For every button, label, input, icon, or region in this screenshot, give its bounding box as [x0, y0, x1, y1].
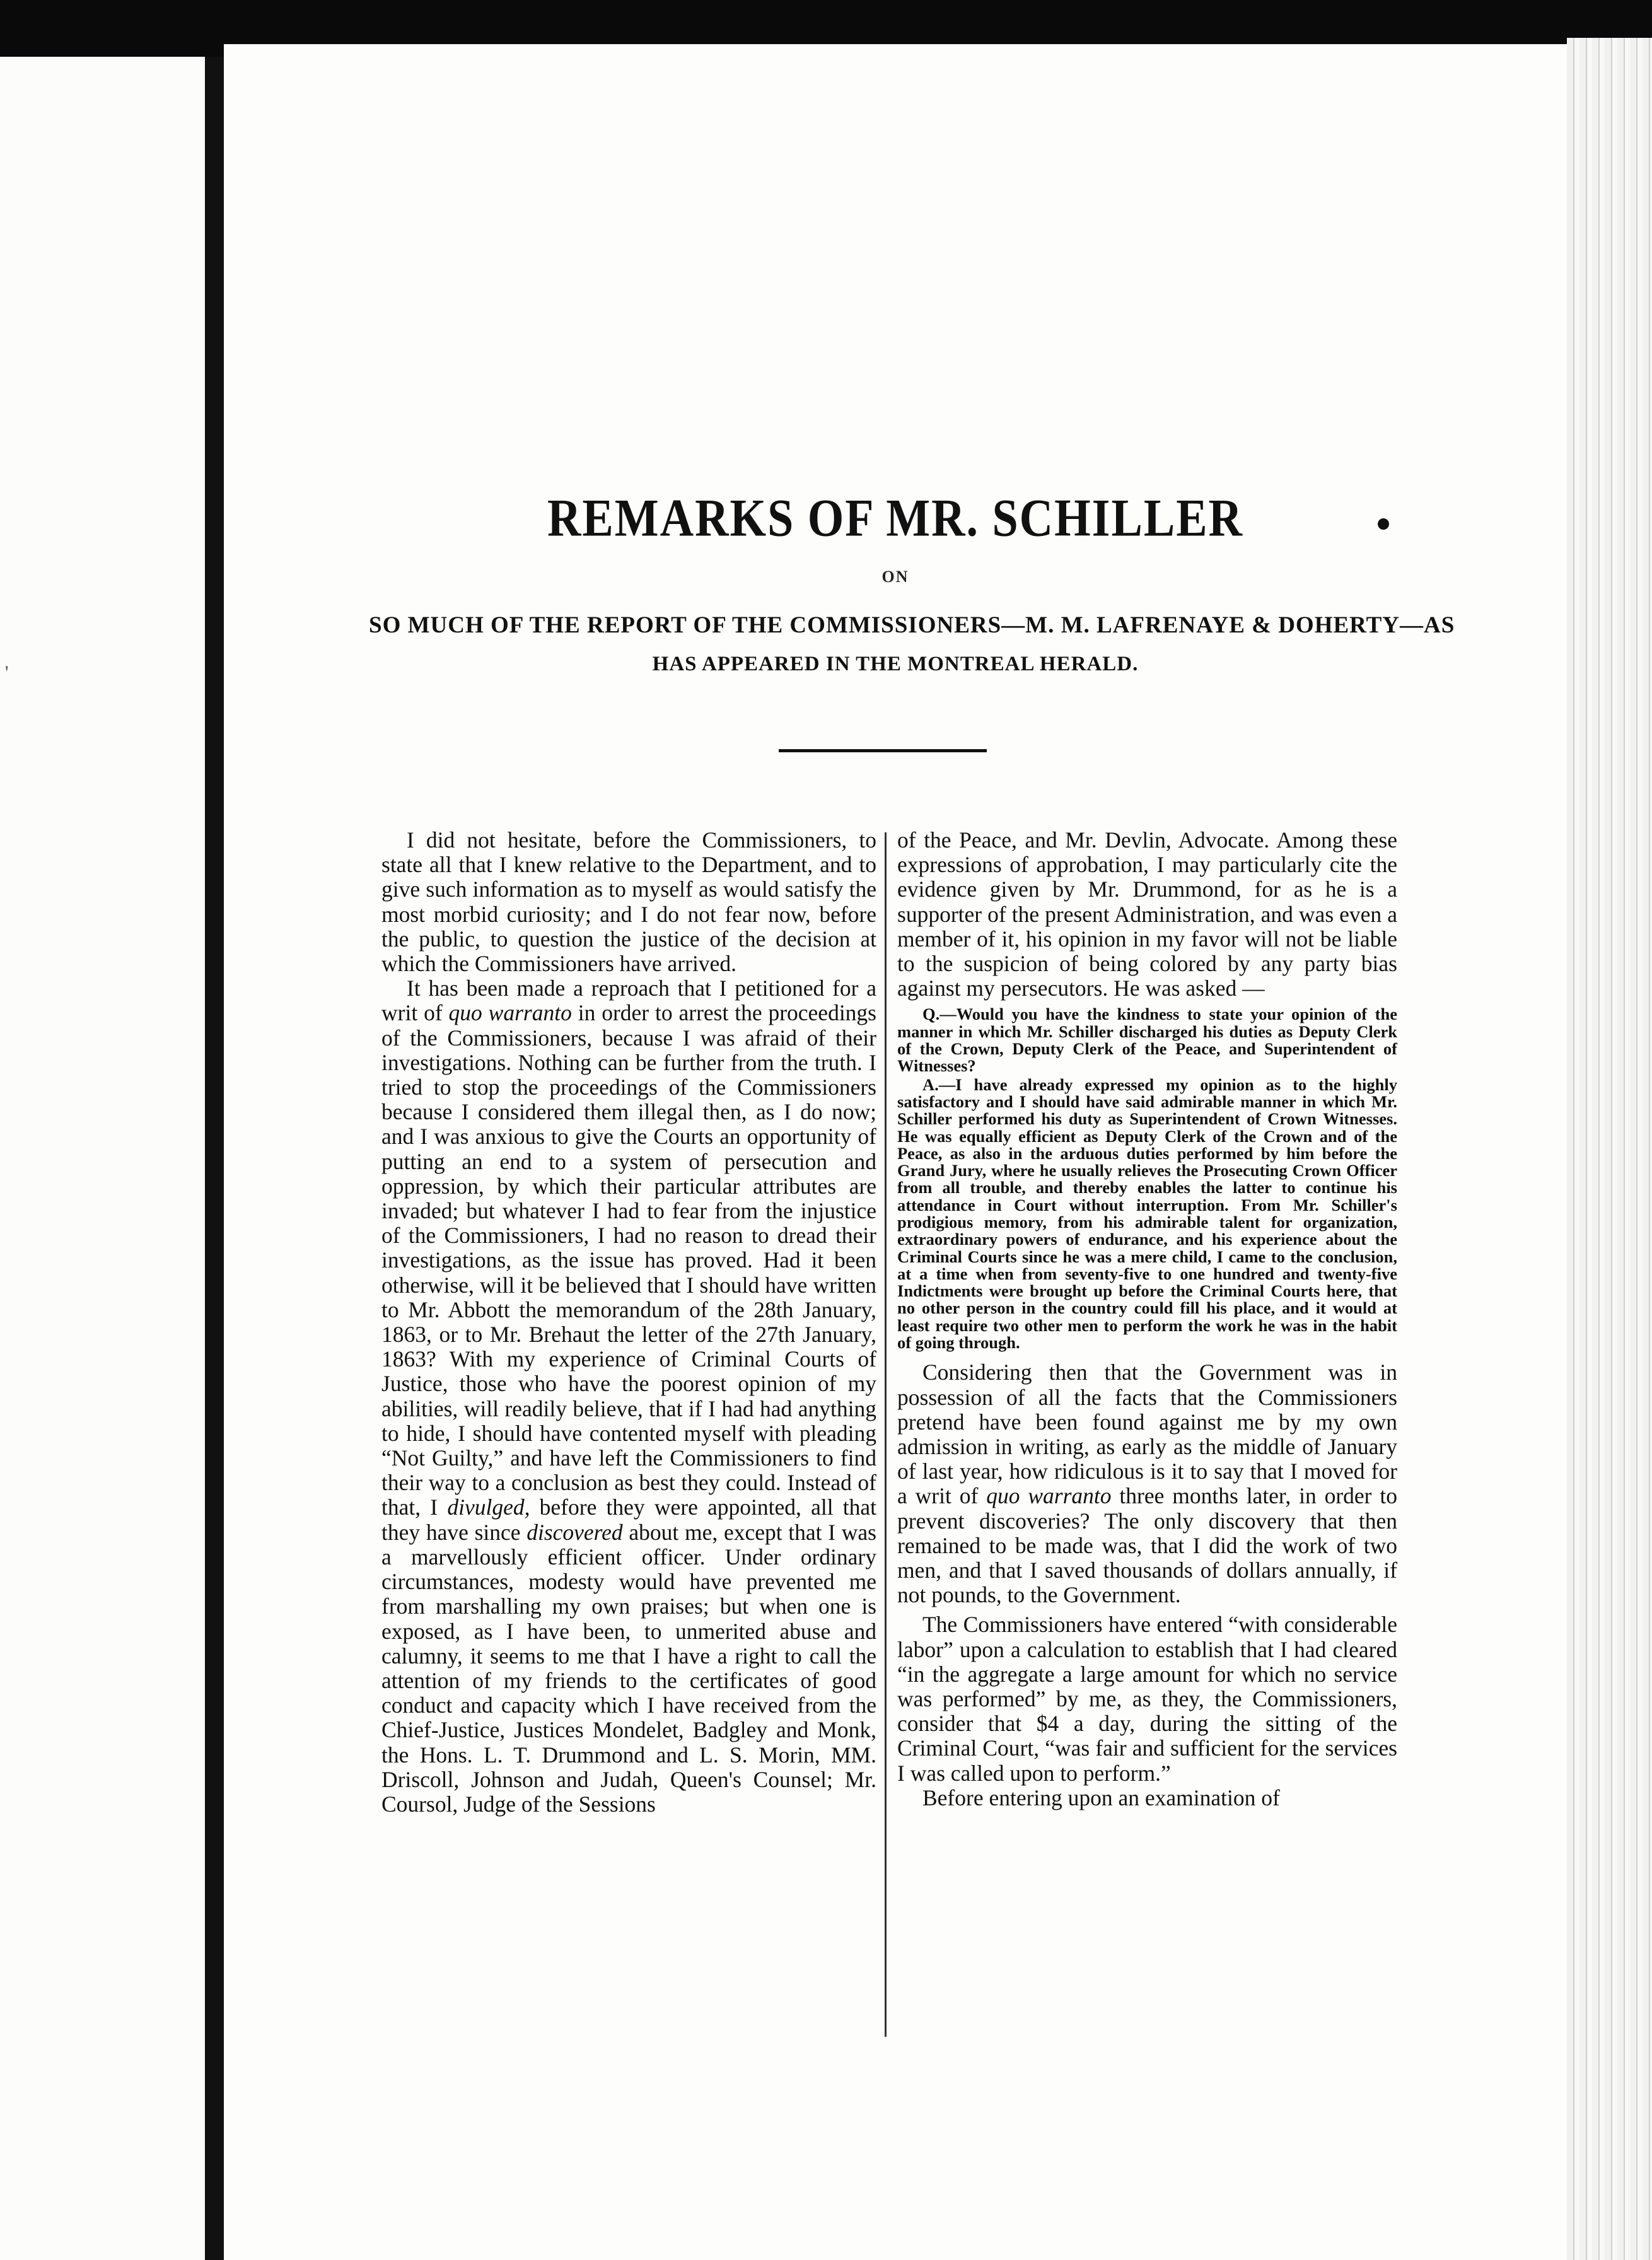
paragraph: Before entering upon an examination of: [922, 1785, 1280, 1810]
spacer: [897, 1351, 1397, 1360]
right-column: [897, 828, 1397, 2089]
column-divider: [885, 832, 887, 2037]
title-rule: [779, 749, 987, 752]
latin-term: quo warranto: [448, 1000, 572, 1026]
latin-term: quo warranto: [986, 1483, 1112, 1509]
page-edges: [1567, 38, 1652, 2260]
facing-page: [0, 57, 205, 2260]
emphasis: discovered: [526, 1519, 623, 1545]
page-title: REMARKS OF MR. SCHILLER: [547, 488, 1243, 549]
paragraph: of the Peace, and Mr. Devlin, Advocate. Among these expressions of approbation, I may particularly cite the evidence given by Mr. Drummond, for as he is a supporter of the present Administration, and was even a member of it, his opinion in my favor will not be liable to the suspicion of being colored by any party bias against my persecutors. He was asked —: [897, 827, 1397, 1001]
paragraph: The Commissioners have entered “with considerable labor” upon a calculation to establish that I had cleared “in the aggregate a large amount for which no service was performed” by me, as they, the Commissioners, consider that $4 a day, during the sitting of the Criminal Court, “was fair and sufficient for the services I was called upon to perform.”: [897, 1612, 1397, 1786]
question-quote: Q.—Would you have the kindness to state your opinion of the manner in which Mr. Schiller discharged his duties as Deputy Clerk of the Crown, Deputy Clerk of the Peace, and Superintendent of Witnesses?: [897, 1005, 1397, 1076]
emphasis: divulged,: [447, 1494, 530, 1520]
document-page: [224, 44, 1567, 2260]
subtitle-line-1: SO MUCH OF THE REPORT OF THE COMMISSIONERS—M. M. LAFRENAYE & DOHERTY—AS: [369, 612, 1455, 638]
paragraph: Considering then that the Government was in possession of all the facts that the Commissioners pretend have been found against me by my own admission in writing, as early as the middle of January of last year, how ridiculous is it to say that I moved for a writ of quo warranto three months later, in order to prevent discoveries? The only discovery that then remained to be made was, that I did the work of two men, and that I saved thousands of dollars annually, if not pounds, to the Government.: [897, 1360, 1398, 1608]
answer-quote: A.—I have already expressed my opinion as to the highly satisfactory and I should have said admirable manner in which Mr. Schiller performed his duty as Superintendent of Crown Witnesses. He was equally efficient as Deputy Clerk of the Crown and of the Peace, as also in the arduous duties performed by him before the Grand Jury, where he usually relieves the Prosecuting Crown Officer from all trouble, and thereby enables the latter to continue his attendance in Court without interruption. From Mr. Schiller's prodigious memory, from his admirable talent for organization, extraordinary powers of endurance, and his experience about the Criminal Courts since he was a mere child, I came to the conclusion, at a time when from seventy-five to one hundred and twenty-five Indictments were brought up before the Criminal Courts here, that no other person in the country could fill his place, and it would at least require two other men to perform the work he was in the habit of going through.: [897, 1075, 1397, 1353]
ink-dot: [1378, 518, 1389, 530]
paragraph: I did not hesitate, before the Commissioners, to state all that I knew relative to the Department, and to give such information as to myself as would satisfy the most morbid curiosity; and I do not fear now, before the public, to question the justice of the decision at which the Commissioners have arrived.: [381, 827, 876, 977]
book-gutter: [205, 57, 224, 2260]
paragraph: It has been made a reproach that I petitioned for a writ of quo warranto in order to arrest the proceedings of the Commissioners, because I was afraid of their investigations. Nothing can be further from the truth. I tried to stop the proceedings of the Commissioners because I considered them illegal then, as I do now; and I was anxious to give the Courts an opportunity of putting an end to a system of persecution and oppression, by which their particular attributes are invaded; but whatever I had to fear from the injustice of the Commissioners, I had no reason to dread their investigations, as the issue has proved. Had it been otherwise, will it be believed that I should have written to Mr. Abbott the memorandum of the 28th January, 1863, or to Mr. Brehaut the letter of the 27th January, 1863? With my experience of Criminal Courts of Justice, those who have the poorest opinion of my abilities, will readily believe, that if I had had anything to hide, I should have contented myself with pleading “Not Guilty,” and have left the Commissioners to find their way to a conclusion as best they could. Instead of that, I divulged, before they were appointed, all that they have since discovered about me, except that I was a marvellously efficient officer. Under ordinary circumstances, modesty would have prevented me from marshalling my own praises; but when one is exposed, as I have been, to unmerited abuse and calumny, it seems to me that I have a right to call the attention of my friends to the certificates of good conduct and capacity which I have received from the Chief-Justice, Justices Mondelet, Badgley and Monk, the Hons. L. T. Drummond and L. S. Morin, MM. Driscoll, Johnson and Judah, Queen's Counsel; Mr. Coursol, Judge of the Sessions: [381, 976, 877, 1817]
facing-page-mark: ': [5, 662, 9, 683]
title-connector: ON: [881, 568, 909, 586]
left-column: [381, 828, 876, 2089]
subtitle-line-2: HAS APPEARED IN THE MONTREAL HERALD.: [652, 653, 1139, 675]
